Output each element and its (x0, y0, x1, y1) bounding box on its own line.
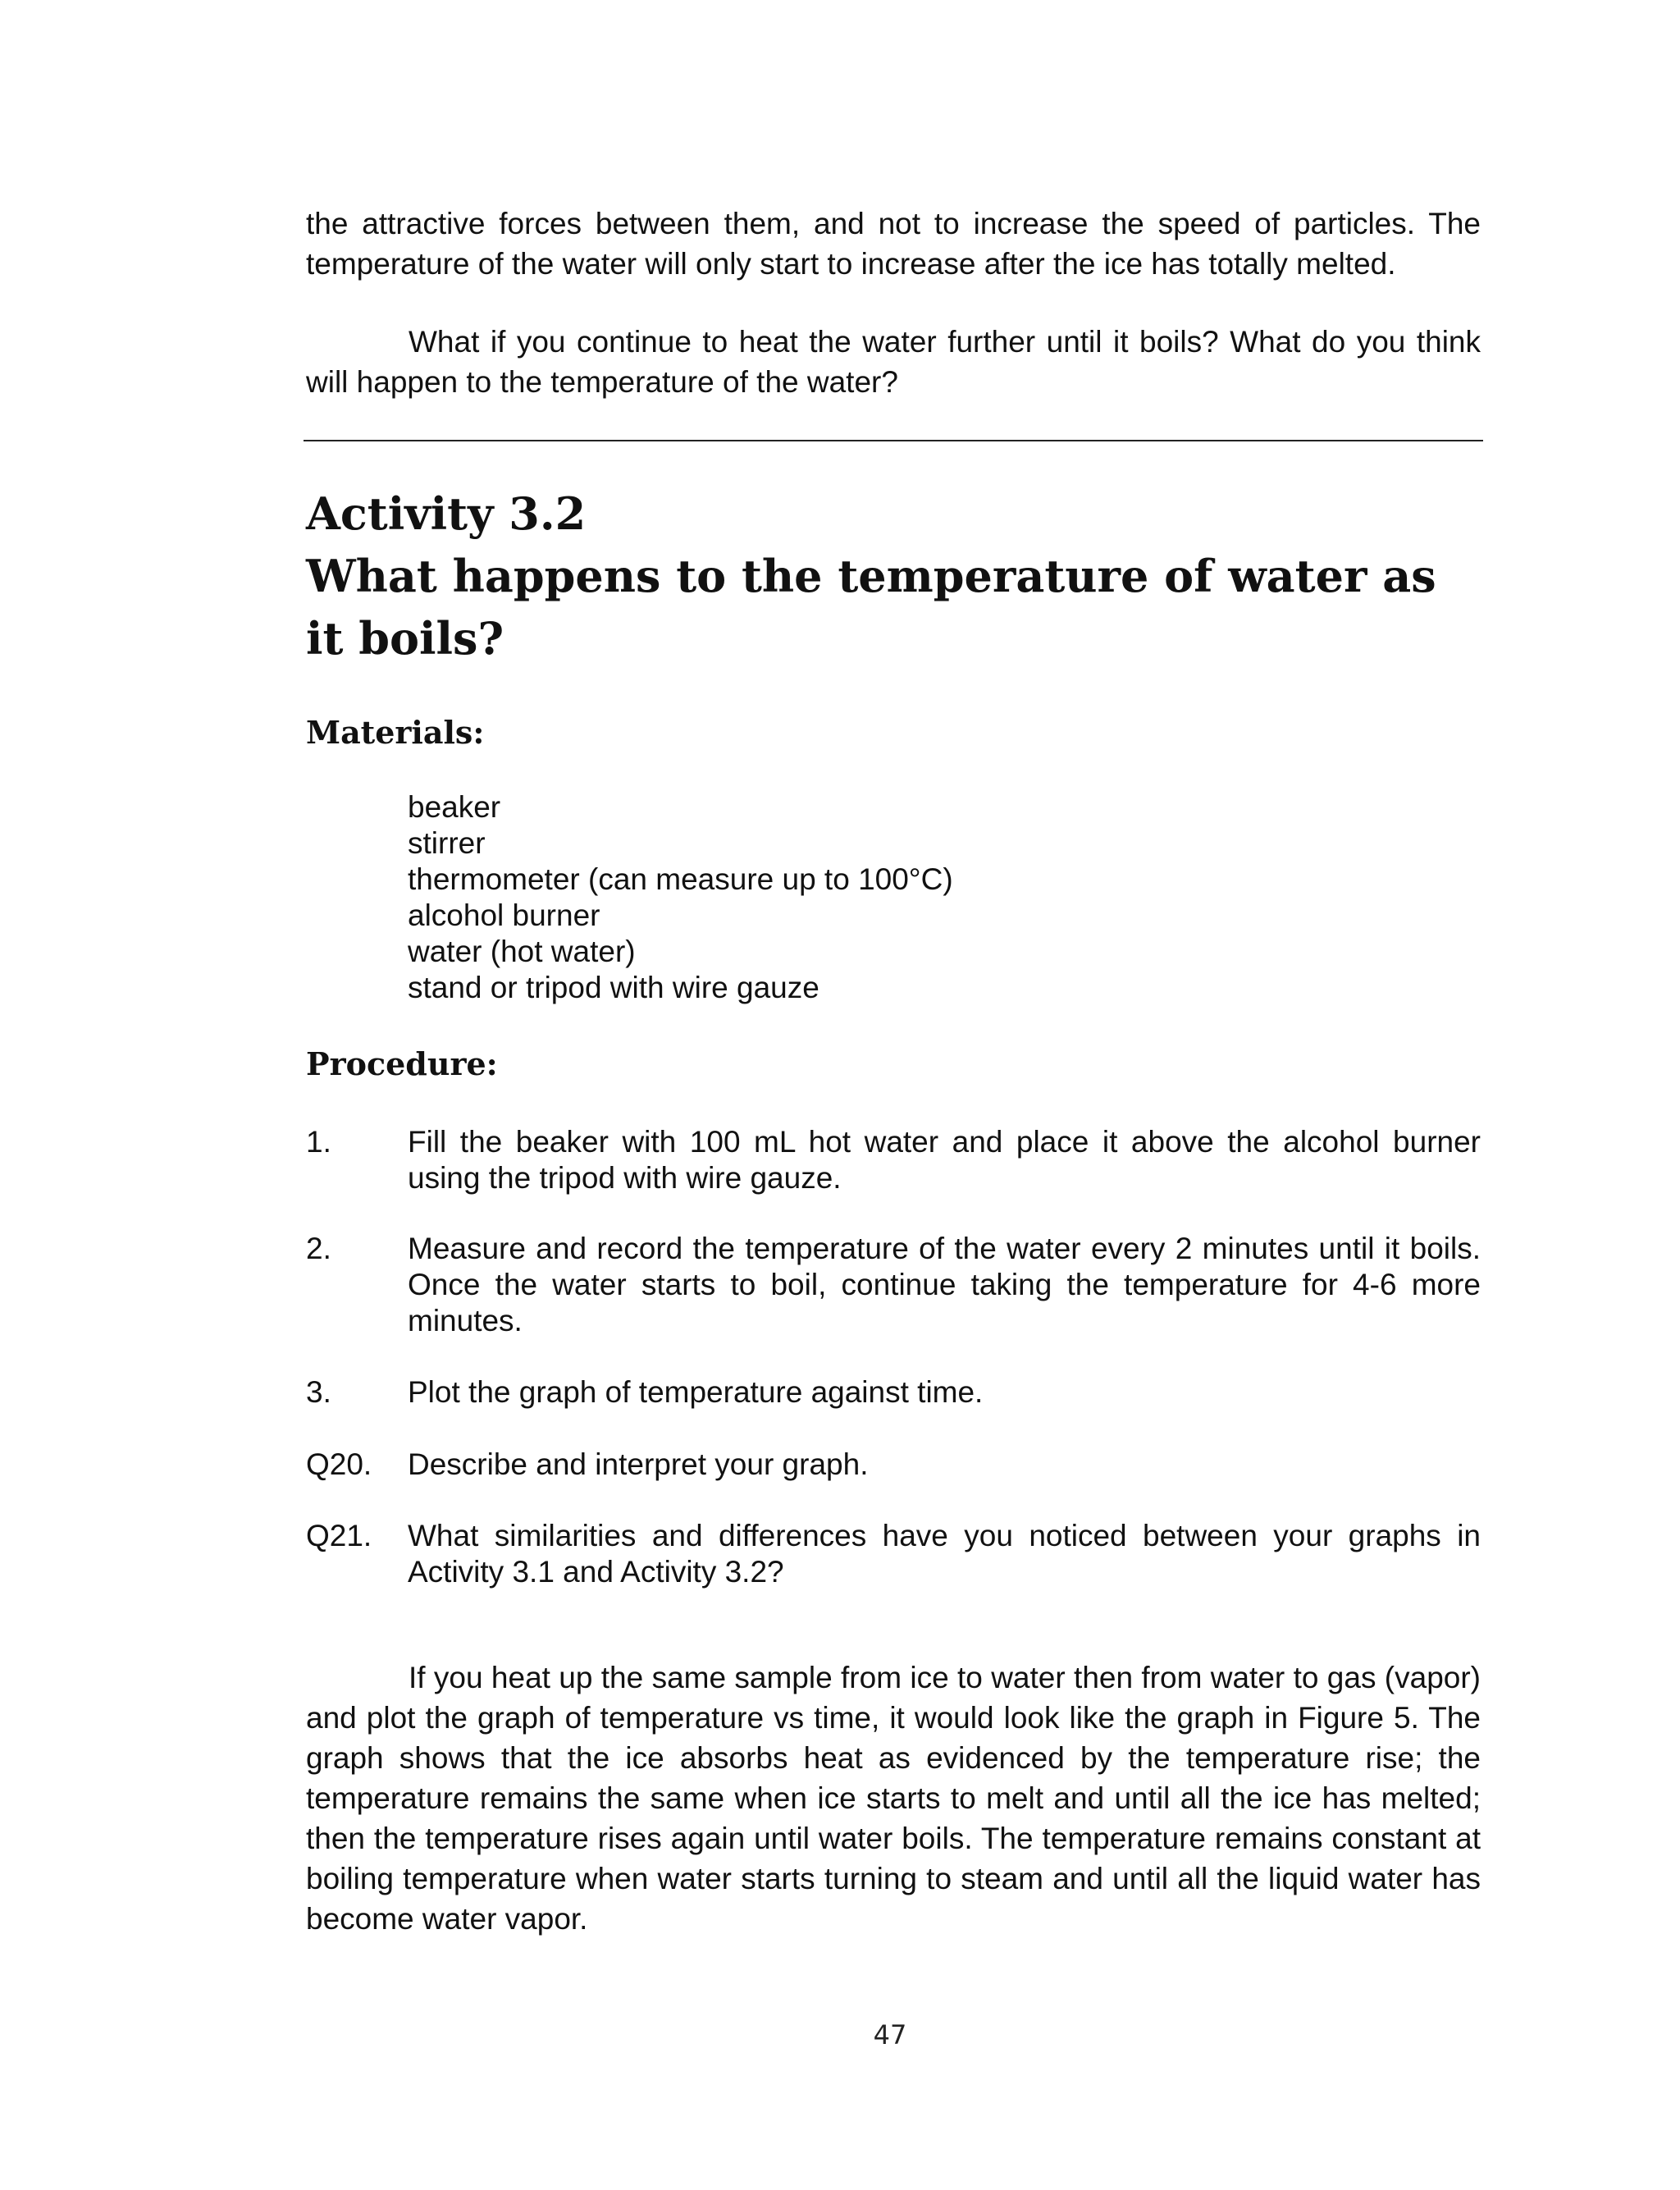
question-item (306, 1518, 1481, 1590)
question-text: Describe and interpret your graph. (408, 1447, 869, 1481)
step-text: Fill the beaker with 100 mL hot water and place it above the alcohol burner using the tripod with wire gauze. (408, 1125, 1481, 1195)
procedure-step (306, 1374, 1481, 1410)
material-item: stand or tripod with wire gauze (408, 971, 819, 1004)
step-text: Measure and record the temperature of the water every 2 minutes until it boils. Once the water starts to boil, continue taking the temperature for 4-6 more minutes. (408, 1232, 1481, 1337)
material-item: beaker (408, 790, 501, 824)
materials-heading: Materials: (306, 714, 485, 751)
procedure-step (306, 1231, 1481, 1339)
step-number: 1. (306, 1125, 331, 1159)
material-item: thermometer (can measure up to 100°C) (408, 862, 953, 896)
page-number: 47 (873, 2019, 907, 2051)
material-item: stirrer (408, 826, 486, 860)
materials-list (408, 789, 953, 1006)
procedure-heading: Procedure: (306, 1045, 498, 1082)
intro-paragraph-1: the attractive forces between them, and not to increase the speed of particles. The temperature of the water will only start to increase after the ice has totally melted. (306, 207, 1481, 281)
question-number: Q21. (306, 1519, 372, 1552)
material-item: water (hot water) (408, 935, 636, 968)
step-number: 2. (306, 1232, 331, 1265)
question-number: Q20. (306, 1447, 372, 1481)
question-item (306, 1447, 1481, 1483)
section-divider (304, 440, 1483, 441)
material-item: alcohol burner (408, 898, 600, 932)
activity-title: What happens to the temperature of water as it boils? (306, 550, 1436, 665)
intro-paragraph-2: What if you continue to heat the water further until it boils? What do you think will happen to the temperature of the water? (306, 325, 1481, 399)
step-text: Plot the graph of temperature against time. (408, 1375, 984, 1409)
step-number: 3. (306, 1375, 331, 1409)
closing-paragraph: If you heat up the same sample from ice to water then from water to gas (vapor) and plot the graph of temperature vs time, it would look like the graph in Figure 5. The graph shows that the ice absorbs heat as evidenced by the temperature rise; the temperature remains the same when ice starts to melt and until all the ice has melted; then the temperature rises again until water boils. The temperature remains constant at boiling temperature when water starts turning to steam and until all the liquid water has become water vapor. (306, 1661, 1481, 1936)
activity-number: Activity 3.2 (306, 487, 587, 540)
question-text: What similarities and differences have you noticed between your graphs in Activity 3.1 and Activity 3.2? (408, 1519, 1481, 1589)
procedure-step (306, 1124, 1481, 1196)
